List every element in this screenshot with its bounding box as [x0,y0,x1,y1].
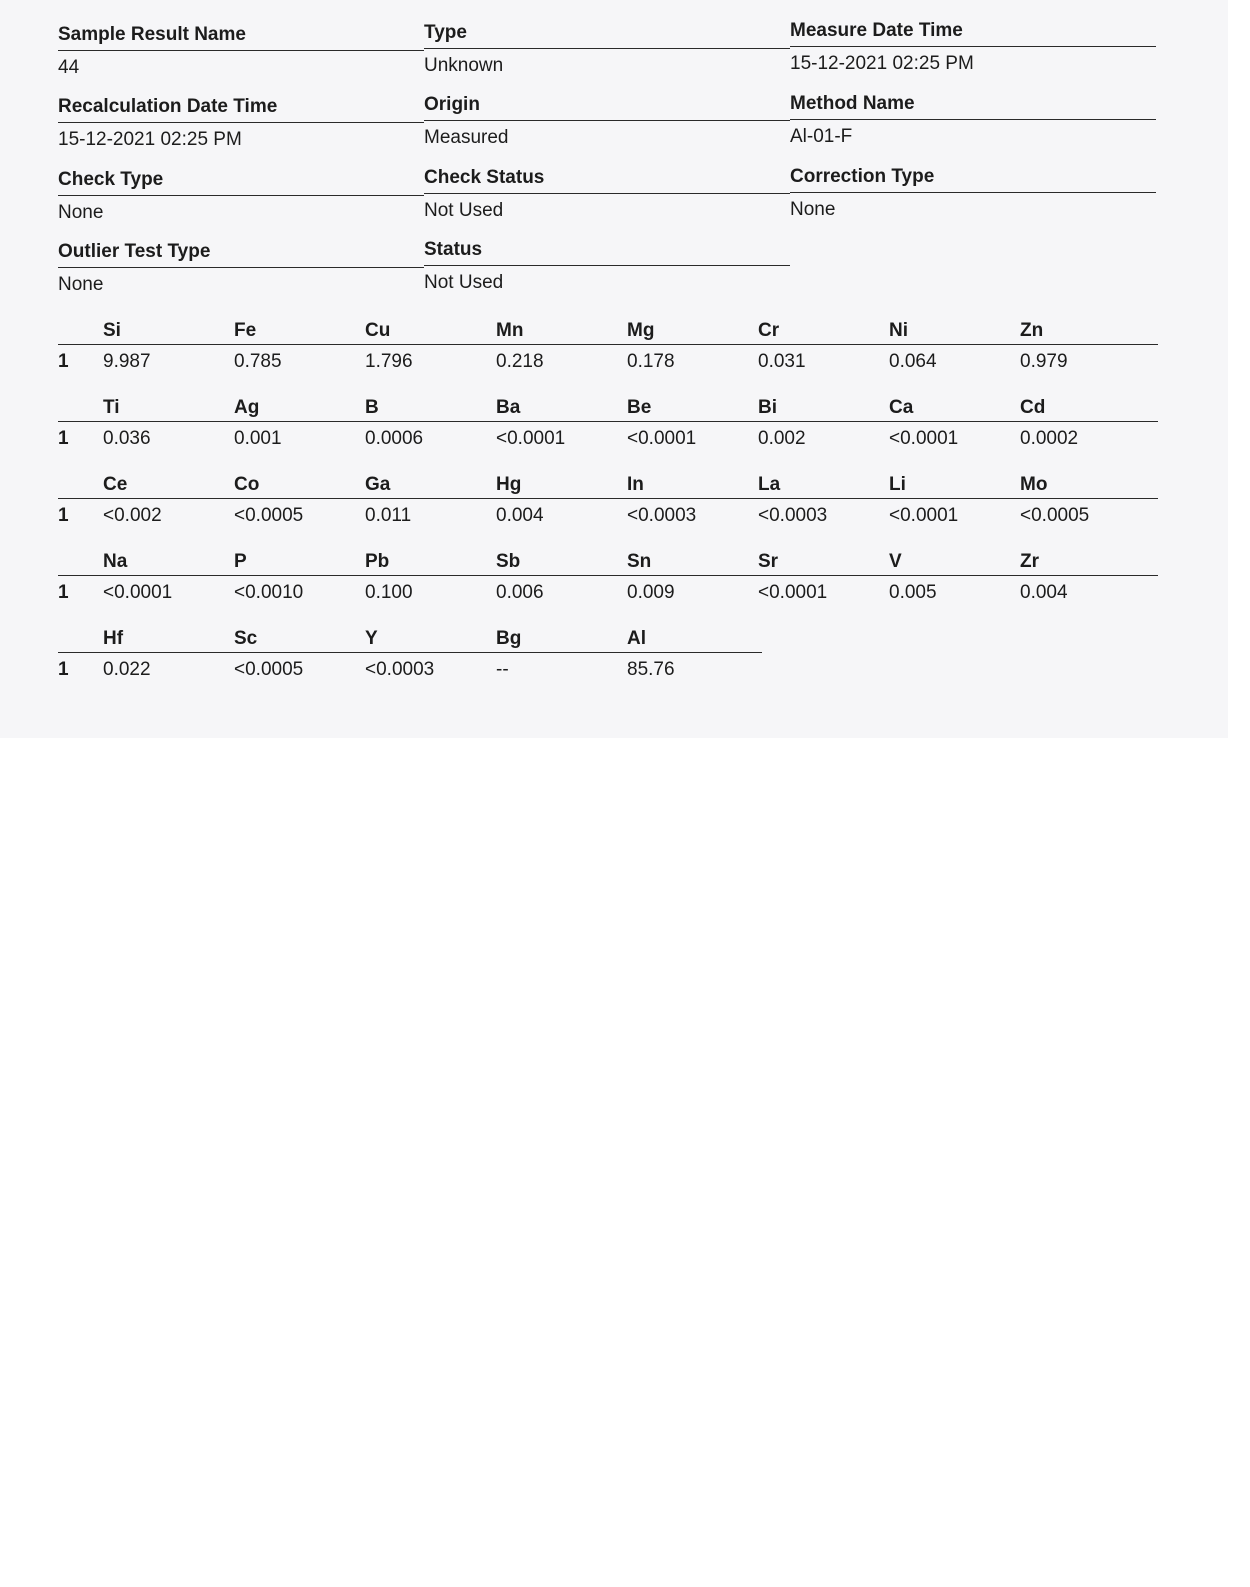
row-index: 1 [58,582,69,603]
element-symbol: Al [627,628,646,649]
measure-date-time-label: Measure Date Time [790,20,1156,47]
method-name-field [790,93,1156,148]
element-symbol: Sn [627,551,652,572]
element-value: 0.979 [1020,351,1068,372]
status-label: Status [424,239,790,266]
element-symbol: Ni [889,320,908,341]
recalculation-date-time-label: Recalculation Date Time [58,96,424,123]
element-value: <0.0005 [234,505,304,526]
outlier-test-type-value: None [58,274,104,295]
element-symbol: Pb [365,551,390,572]
element-symbol: Zn [1020,320,1044,341]
element-symbol: Ca [889,397,914,418]
element-symbol: Co [234,474,260,495]
type-label: Type [424,22,790,49]
element-symbol: Fe [234,320,257,341]
sample-result-name-value: 44 [58,57,80,78]
element-symbol: Hf [103,628,124,649]
sample-result-name-field [58,24,424,79]
outlier-test-type-field [58,241,424,296]
element-value: 0.178 [627,351,675,372]
element-symbol: Zr [1020,551,1039,572]
element-symbol: Cr [758,320,780,341]
type-value: Unknown [424,55,504,76]
check-type-field [58,169,424,224]
element-symbol: Ba [496,397,521,418]
element-symbol: Cd [1020,397,1046,418]
element-value: 0.004 [496,505,544,526]
element-header-row [58,472,1158,499]
correction-type-label: Correction Type [790,166,1156,193]
element-value: 0.002 [758,428,806,449]
element-value: <0.002 [103,505,162,526]
element-symbol: In [627,474,644,495]
status-field [424,239,790,294]
check-status-label: Check Status [424,167,790,194]
element-value: 0.0002 [1020,428,1079,449]
method-name-value: Al-01-F [790,126,853,147]
element-symbol: Ag [234,397,260,418]
element-symbol: Sb [496,551,521,572]
element-value-row [58,580,1158,606]
element-value: <0.0003 [365,659,435,680]
element-symbol: Mo [1020,474,1048,495]
status-value: Not Used [424,272,504,293]
element-value: 0.218 [496,351,544,372]
element-value: 0.031 [758,351,806,372]
element-value: -- [496,659,509,680]
correction-type-field [790,166,1156,221]
element-value-row [58,349,1158,375]
element-value: <0.0001 [627,428,697,449]
element-value: <0.0001 [496,428,566,449]
check-type-label: Check Type [58,169,424,196]
element-table-3 [58,472,1158,529]
recalculation-date-time-field [58,96,424,151]
element-symbol: Ce [103,474,128,495]
element-value: 0.009 [627,582,675,603]
recalculation-date-time-value: 15-12-2021 02:25 PM [58,129,242,150]
element-symbol: Si [103,320,121,341]
element-value: 0.064 [889,351,937,372]
element-value: <0.0001 [889,505,959,526]
element-value-row [58,426,1158,452]
measure-date-time-value: 15-12-2021 02:25 PM [790,53,974,74]
method-name-label: Method Name [790,93,1156,120]
element-header-row [58,318,1158,345]
element-symbol: Na [103,551,128,572]
element-symbol: Bg [496,628,522,649]
element-symbol: Mn [496,320,524,341]
check-type-value: None [58,202,104,223]
origin-value: Measured [424,127,509,148]
element-symbol: Li [889,474,906,495]
element-value: 0.785 [234,351,282,372]
correction-type-value: None [790,199,836,220]
row-index: 1 [58,351,69,372]
origin-label: Origin [424,94,790,121]
element-symbol: Sr [758,551,779,572]
element-value: 0.100 [365,582,413,603]
row-index: 1 [58,505,69,526]
element-value: 0.036 [103,428,151,449]
element-symbol: Be [627,397,652,418]
element-value: 1.796 [365,351,413,372]
element-symbol: Y [365,628,378,649]
sample-result-name-label: Sample Result Name [58,24,424,51]
origin-field [424,94,790,149]
element-symbol: La [758,474,781,495]
element-header-row [58,549,1158,576]
element-value: <0.0003 [758,505,828,526]
report-sheet [0,0,1228,738]
check-status-value: Not Used [424,200,504,221]
element-symbol: Cu [365,320,391,341]
element-value: 0.004 [1020,582,1068,603]
outlier-test-type-label: Outlier Test Type [58,241,424,268]
element-value: <0.0005 [1020,505,1090,526]
element-value: 0.006 [496,582,544,603]
element-symbol: Ti [103,397,120,418]
check-status-field [424,167,790,222]
element-symbol: B [365,397,379,418]
element-symbol: Ga [365,474,391,495]
element-value: 0.011 [365,505,412,526]
element-symbol: V [889,551,902,572]
element-header-row [58,626,762,653]
element-table-5 [58,626,762,683]
measure-date-time-field [790,20,1156,75]
element-value: <0.0010 [234,582,304,603]
element-value: 85.76 [627,659,675,680]
element-table-2 [58,395,1158,452]
element-symbol: Sc [234,628,258,649]
element-value: <0.0005 [234,659,304,680]
element-value: <0.0001 [889,428,959,449]
element-header-row [58,395,1158,422]
element-value: 0.001 [234,428,282,449]
element-value: <0.0001 [758,582,828,603]
type-field [424,22,790,77]
element-table-4 [58,549,1158,606]
row-index: 1 [58,428,69,449]
element-value-row [58,657,762,683]
element-value: 0.022 [103,659,151,680]
element-value: 9.987 [103,351,151,372]
element-symbol: Hg [496,474,522,495]
element-symbol: P [234,551,247,572]
element-value: 0.005 [889,582,937,603]
element-value: <0.0001 [103,582,173,603]
row-index: 1 [58,659,69,680]
element-value: <0.0003 [627,505,697,526]
element-value-row [58,503,1158,529]
element-table-1 [58,318,1158,375]
element-value: 0.0006 [365,428,424,449]
element-symbol: Mg [627,320,655,341]
element-symbol: Bi [758,397,777,418]
